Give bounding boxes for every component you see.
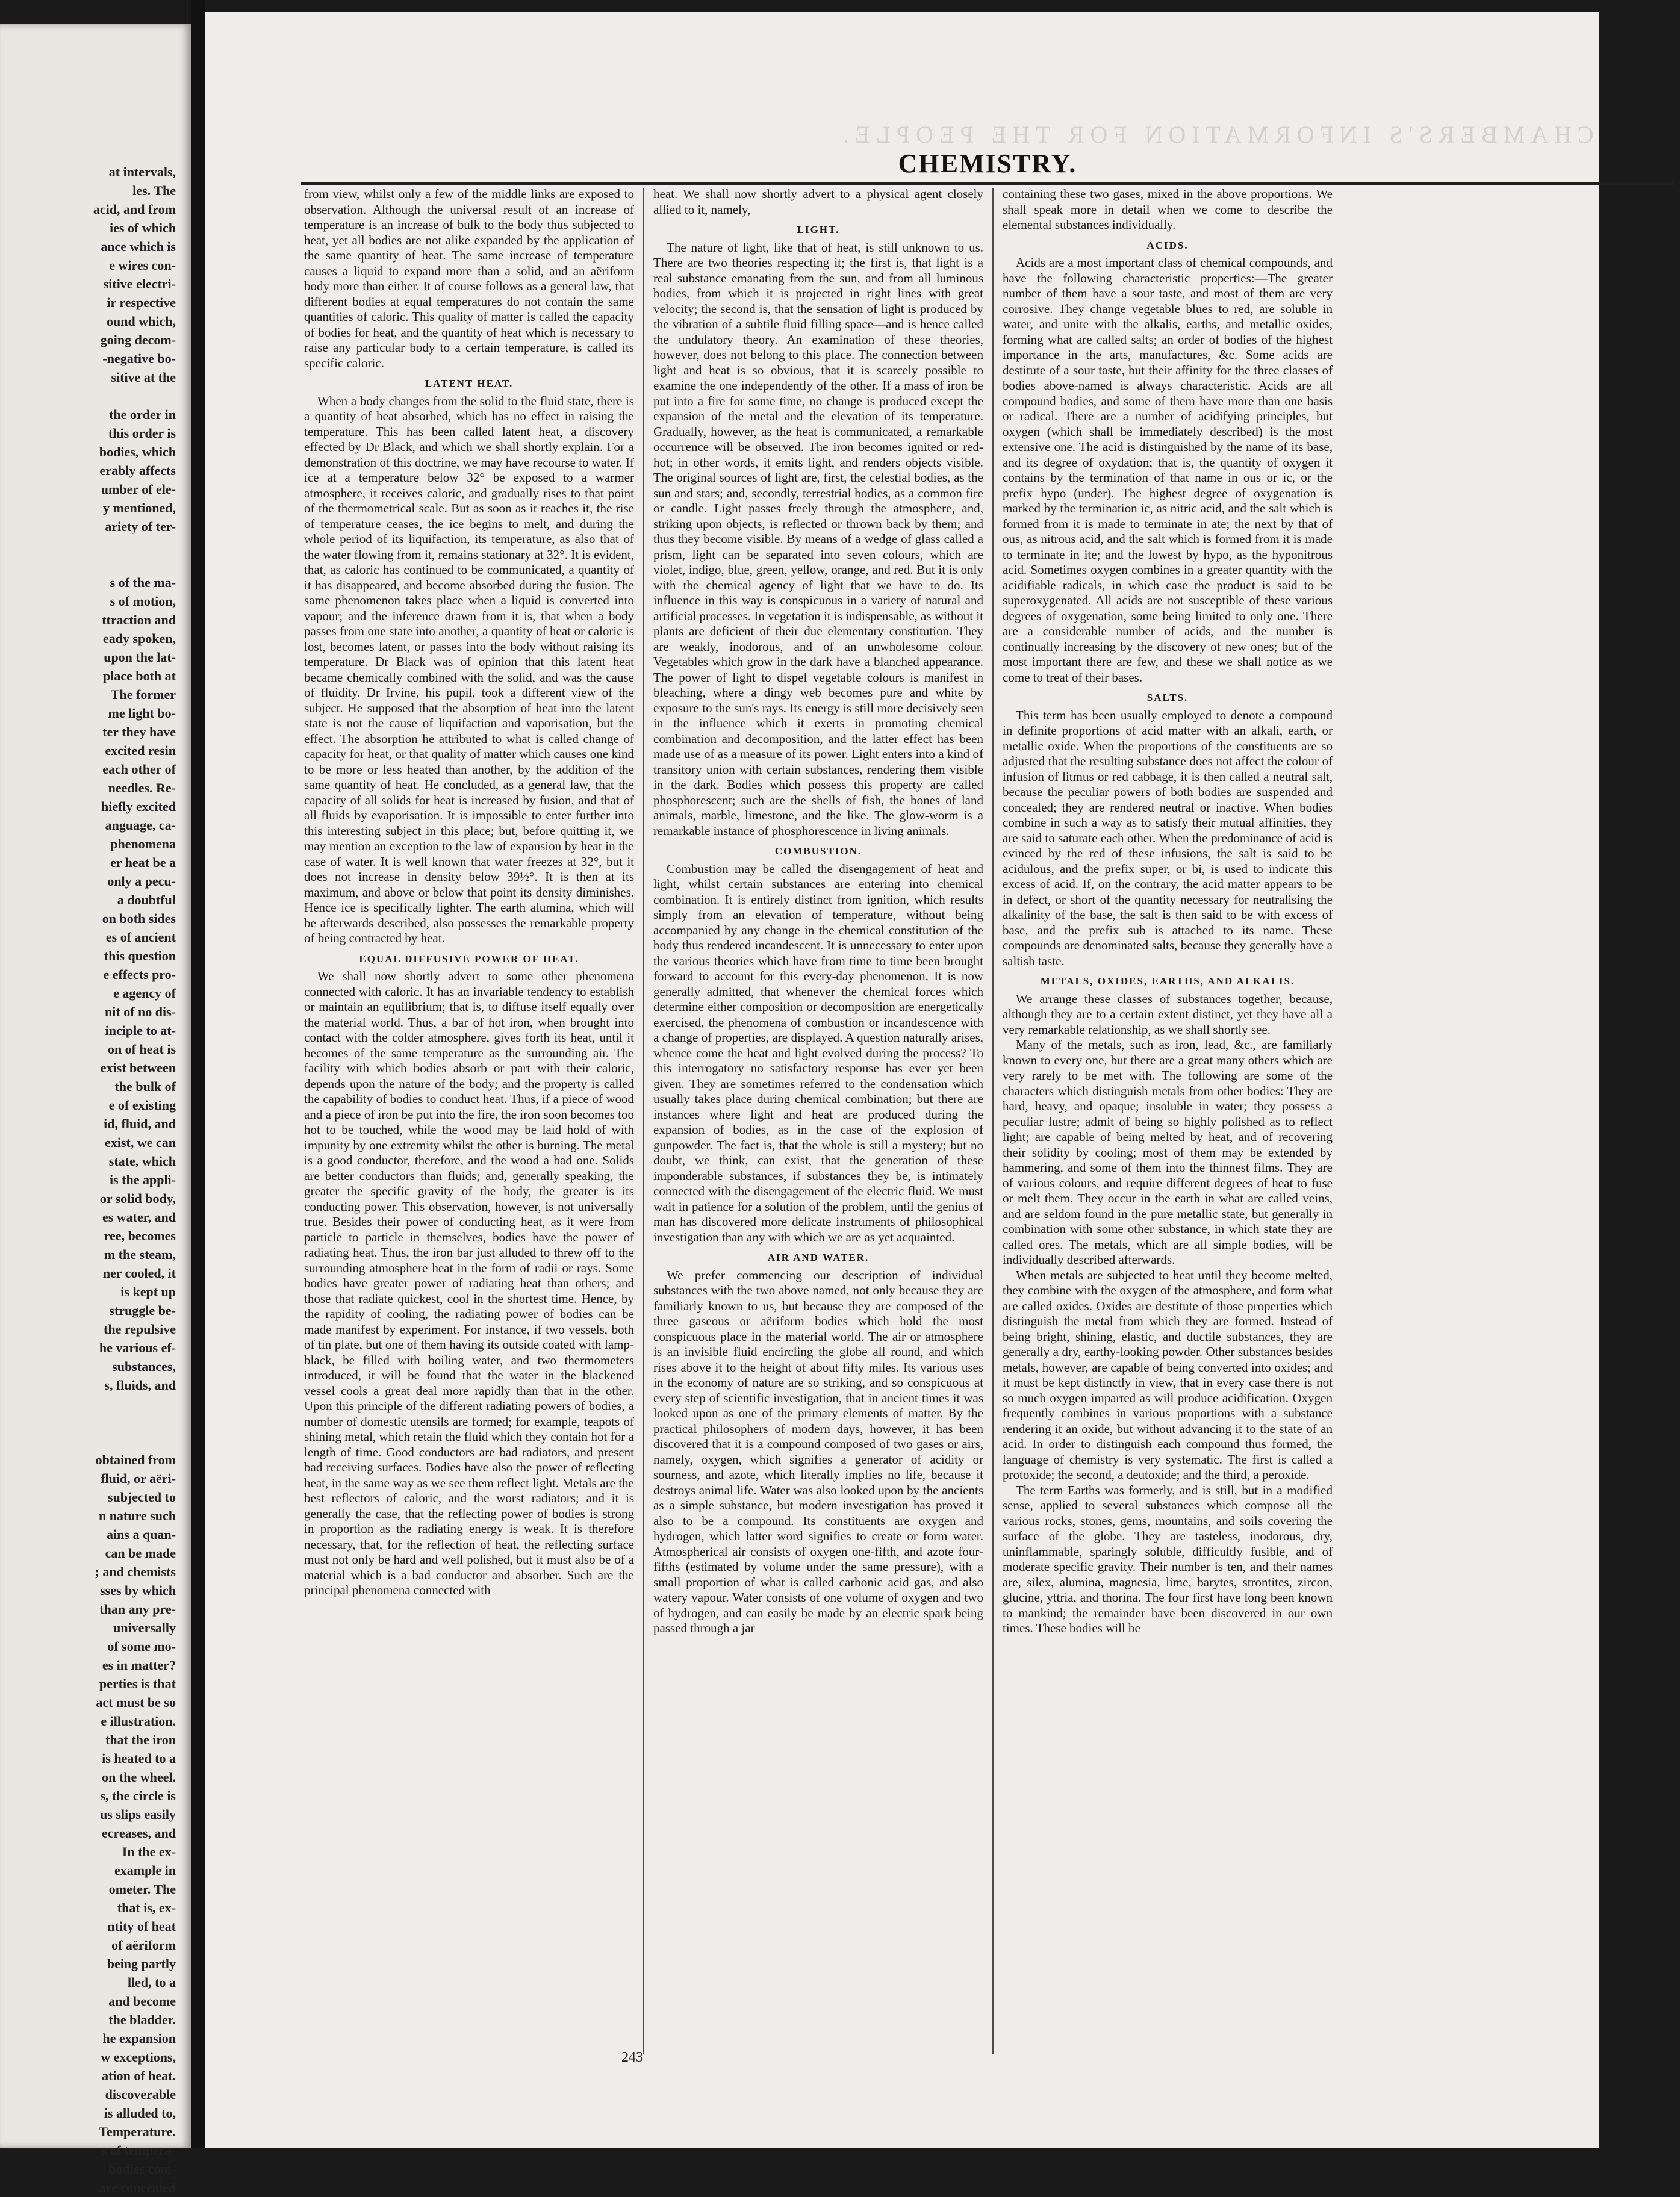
facing-page-line: act must be so: [96, 1695, 176, 1710]
facing-page-line: phenomena: [110, 836, 176, 851]
facing-page-line: ; and chemists: [95, 1564, 176, 1579]
page-title: CHEMISTRY.: [898, 149, 1077, 178]
paragraph: Combustion may be called the disengagement of heat and light, whilst certain substances are entering into chemical combination. It is entirely distinct from ignition, which results simply from an elevation of temperature, without being accompanied by any change in the chemical constitution of the body thus rendered incandescent. It is unnecessary to enter upon the various theories which have from time to time been brought forward to account for this every-day phenomenon. It is now generally admitted, that whenever the chemical forces which determine either composition or decomposition are energetically exercised, the phenomena of combustion or incandescence with a change of properties, are displayed. A question naturally arises, whence come the heat and light evolved during the process? To this interrogatory no satisfactory response has ever yet been given. They are sometimes referred to the condensation which usually takes place during chemical combination; but there are instances where light and heat are produced during the expansion of bodies, as in the case of the explosion of gunpowder. The fact is, that the whole is still a mystery; but no doubt, we think, can exist, that the generation of these imponderable substances, if substances they be, is intimately connected with the disengagement of the electric fluid. We must wait in patience for a solution of the problem, until the genius of man has discovered more delicate instruments of philosophical investigation than any with which we are as yet acquainted.: [653, 861, 983, 1245]
facing-page-line: is alluded to,: [104, 2105, 176, 2121]
facing-page-line: ner cooled, it: [102, 1266, 176, 1281]
text-column-1: [304, 187, 634, 2059]
facing-page-line: ree, becomes: [104, 1228, 176, 1243]
facing-page-line: substances,: [112, 1359, 176, 1374]
paragraph: Acids are a most important class of chemical compounds, and have the following characteristic properties:—The greater number of them have a sour taste, and most of them are very corrosive. They change vegetable blues to red, are soluble in water, and unite with the alkalis, earths, and metallic oxides, forming what are called salts; an order of bodies of the highest importance in the arts, manufactures, &c. Some acids are destitute of a sour taste, but their affinity for the three classes of bodies above-named is always characteristic. Acids are all compound bodies, and some of them have more than one basis or radical. There are a number of acidifying principles, but oxygen (which shall be immediately described) is the most extensive one. The acid is distinguished by the name of its base, and its degree of oxydation; that is, the quantity of oxygen it contains by the termination of that name in ous or ic, or the prefix hypo (under). The highest degree of oxygenation is marked by the termination ic, as nitric acid, and the salt which is formed from it is made to terminate in ate; the next by that of ous, as nitrous acid, and the salt which is formed from it is made to terminate in ite; and the lowest by hypo, as the hyponitrous acid. Sometimes oxygen combines in a greater quantity with the acidifiable radicals, in which case the product is said to be superoxygenated. All acids are not susceptible of these various degrees of oxygenation, some being limited to only one. There are a considerable number of acids, and the number is continually increasing by the discovery of new ones; but of the most important there are few, and these we shall notice as we come to treat of their bases.: [1003, 255, 1333, 685]
facing-page-line: each other of: [102, 762, 176, 777]
facing-page-line: sitive at the: [111, 370, 176, 385]
facing-page-line: erably affects: [99, 463, 176, 478]
column-rule: [643, 188, 644, 2054]
facing-page-line: es of ancient: [105, 930, 176, 945]
facing-page-line: perties is that: [99, 1676, 176, 1691]
facing-page-line: he expansion: [102, 2031, 176, 2046]
facing-page-line: the bladder.: [108, 2012, 176, 2027]
facing-page-line: subjected to: [107, 1490, 176, 1505]
facing-page-line: struggle be-: [109, 1303, 176, 1318]
facing-page-line: ies of which: [110, 220, 176, 235]
facing-page-line: discoverable: [105, 2087, 176, 2102]
facing-page-line: Temperature.: [99, 2124, 176, 2139]
facing-page-line: the order in: [109, 407, 176, 422]
facing-page-line: exist, we can: [105, 1135, 176, 1150]
facing-page-line: w exceptions,: [101, 2049, 176, 2065]
facing-page-line: of some mo-: [107, 1639, 176, 1654]
facing-page-line: bodies, which: [99, 444, 176, 459]
facing-page-line: that the iron: [105, 1732, 176, 1747]
paragraph: We arrange these classes of substances together, because, although they are to a certain extent distinct, yet they have all a very remarkable relationship, as we shall shortly see.: [1003, 991, 1333, 1037]
facing-page-line: lled, to a: [127, 1975, 176, 1990]
facing-page-line: e wires con-: [109, 258, 176, 273]
facing-page-line: inciple to at-: [105, 1023, 176, 1038]
paragraph: containing these two gases, mixed in the above proportions. We shall speak more in detail when we come to describe the elemental substances individually.: [1003, 187, 1333, 232]
facing-page-line: hiefly excited: [101, 799, 176, 814]
facing-page-line: es water, and: [102, 1210, 176, 1225]
facing-page-line: needles. Re-: [108, 780, 176, 795]
facing-page-line: ation of heat.: [102, 2068, 176, 2083]
facing-page-line: or solid body,: [99, 1191, 176, 1206]
paragraph: We prefer commencing our description of individual substances with the two above named, not only because they are familiarly known to us, but because they are composed of the three gaseous or aëriform bodies which hold the most conspicuous place in the material world. The air or atmosphere is an invisible fluid encircling the globe all round, and which rises above it to the height of about fifty miles. Its various uses in the economy of nature are so striking, and so conspicuous at every step of scientific investigation, that in ancient times it was looked upon as one of the primary elements of matter. By the practical philosophers of modern days, however, it has been discovered that it is a compound composed of two gases or airs, namely, oxygen, which signifies a generator of acidity or sourness, and azote, which literally implies no life, because it destroys animal life. Water was also looked upon by the ancients as a simple substance, but modern investigation has proved it also to be a compound. Its constituents are oxygen and hydrogen, which latter word signifies to create or form water. Atmospherical air consists of oxygen one-fifth, and azote four-fifths (estimated by volume under the same pressure), with a small proportion of what is called carbonic acid gas, and also watery vapour. Water consists of one volume of oxygen and two of hydrogen, and can easily be made by an electric spark being passed through a jar: [653, 1267, 983, 1635]
facing-page-line: the bulk of: [114, 1079, 176, 1094]
facing-page-line: of aëriform: [111, 1938, 176, 1953]
facing-page-line: is heated to a: [102, 1751, 176, 1766]
facing-page-line: being partly: [107, 1956, 176, 1971]
facing-page-line: n nature such: [99, 1508, 176, 1523]
show-through-text: CHAMBERS'S INFORMATION FOR THE PEOPLE.: [837, 121, 1594, 148]
facing-page-line: y mentioned,: [103, 500, 176, 515]
facing-page-line: e illustration.: [101, 1714, 176, 1729]
facing-page-line: exist between: [100, 1060, 176, 1075]
facing-page-line: [0, 536, 181, 555]
paragraph: The nature of light, like that of heat, is still unknown to us. There are two theories respecting it; the first is, that light is a real substance emanating from the sun, and from all luminous bodies, from which it is projected in right lines with great velocity; the second is, that the sensation of light is produced by the vibration of a subtile fluid filling space—and is hence called the undulatory theory. An examination of these theories, however, does not belong to this place. The connection between light and heat is so obvious, that it is scarcely possible to examine the one independently of the other. If a mass of iron be put into a fire for some time, no change is produced except the expansion of the metal and the elevation of its temperature. Gradually, however, as the heat is communicated, a remarkable occurrence will be observed. The iron becomes ignited or red-hot; in other words, it emits light, and renders objects visible. The original sources of light are, first, the celestial bodies, as the sun and stars; and, secondly, terrestrial bodies, as a common fire or candle. Light passes freely through the atmosphere, and, striking upon objects, is reflected or thrown back by them; and thus they become visible. By means of a wedge of glass called a prism, light can be separated into seven colours, which are violet, indigo, blue, green, yellow, orange, and red. But it is only with the chemical agency of light that we have to do. Its influence in this way is conspicuous in a variety of natural and artificial processes. In vegetation it is indispensable, as without it plants are deficient of their due elementary constitution. They are weakly, inodorous, and of an unwholesome colour. Vegetables which grow in the dark have a blanched appearance. The power of light to dispel vegetable colours is manifest in bleaching, where a dingy web becomes pure and white by exposure to the sun's rays. Its energy is still more decisively seen in the influence which it exerts in promoting chemical combination and decomposition, and the latter effect has been made use of as a measure of its power. Light enters into a kind of transitory union with certain substances, rendering them visible in the dark. Bodies which possess this property are called phosphorescent; such are the shells of fish, the bones of land animals, marble, limestone, and the like. The glow-worm is a remarkable instance of phosphorescence in living animals.: [653, 240, 983, 838]
facing-page-line: ains a quan-: [107, 1527, 176, 1542]
facing-page-line: that is, ex-: [117, 1900, 176, 1915]
paragraph: The term Earths was formerly, and is still, but in a modified sense, applied to several substances which compose all the various rocks, stones, gems, mountains, and soils covering the surface of the globe. They are tasteless, inodorous, dry, uninflammable, sparingly soluble, difficultly fusible, and of moderate specific gravity. Their number is ten, and their names are, silex, alumina, magnesia, lime, barytes, strontites, zircon, glucine, yttria, and thorina. The four first have long been known to mankind; the remainder have been discovered in our own times. These bodies will be: [1003, 1482, 1333, 1635]
section-heading: AIR AND WATER.: [767, 1252, 870, 1263]
facing-page-line: is kept up: [120, 1284, 176, 1299]
facing-page-line: excited resin: [105, 743, 176, 758]
facing-page-line: e of existing: [108, 1098, 176, 1113]
facing-page-line: ntity of heat: [107, 1919, 176, 1934]
paragraph: This term has been usually employed to denote a compound in definite proportions of acid matter with an alkali, earth, or metallic oxide. When the proportions of the constituents are so adjusted that the resulting substance does not affect the colour of infusion of litmus or red cabbage, it is then called a neutral salt, because the peculiar powers of both bodies are suspended and concealed; they are rendered neutral or inactive. When bodies combine in such a way as to satisfy their mutual affinities, they are said to saturate each other. When the predominance of acid is evinced by the red of these infusions, the salt is said to be acidulous, and the prefix super, or bi, is used to indicate this excess of acid. If, on the contrary, the acid matter appears to be in defect, or short of the quantity necessary for neutralising the alkalinity of the base, the salt is then said to be with excess of base, and the prefix sub is attached to its name. These compounds are denominated salts, because they generally have a saltish taste.: [1003, 707, 1333, 968]
facing-page-line: In the ex-: [122, 1844, 176, 1859]
section-heading: LATENT HEAT.: [425, 378, 514, 389]
facing-page-line: upon the lat-: [104, 650, 176, 665]
facing-page-line: me light bo-: [108, 706, 176, 721]
facing-page-line: ariety of ter-: [105, 519, 176, 534]
facing-page-line: ecreases, and: [101, 1826, 176, 1841]
facing-page-line: fluid, or aëri-: [101, 1471, 176, 1486]
facing-page-line: [0, 387, 181, 405]
facing-page-line: going decom-: [100, 332, 176, 347]
facing-page-line: a doubtful: [117, 892, 176, 907]
facing-page-line: ter they have: [102, 724, 176, 739]
facing-page-fragment: [0, 24, 191, 2195]
facing-page-line: state, which: [108, 1154, 176, 1169]
facing-page-line: and become: [108, 1993, 176, 2009]
facing-page-line: s of motion,: [110, 594, 176, 609]
facing-page-line: sses by which: [100, 1583, 176, 1598]
facing-page-line: id, fluid, and: [104, 1116, 176, 1131]
facing-page-line: ttraction and: [102, 612, 176, 627]
page-number: 243: [621, 2049, 643, 2065]
facing-page-line: bodies com-: [108, 2161, 176, 2177]
facing-page-line: universally: [113, 1620, 176, 1635]
text-column-2: [653, 187, 983, 2059]
facing-page-line: s of the ma-: [110, 575, 176, 590]
facing-page-line: The former: [110, 687, 176, 702]
paragraph: When a body changes from the solid to the fluid state, there is a quantity of heat absorbed, which has no effect in raising the temperature. This has been called latent heat, a discovery effected by Dr Black, and which we shall shortly explain. For a demonstration of this doctrine, we may have recourse to water. If ice at a temperature below 32° be exposed to a warmer atmosphere, it receives caloric, and gradually rises to that point of the thermometrical scale. But as soon as it reaches it, the rise of temperature ceases, the ice begins to melt, and during the whole period of its liquifaction, its temperature, as also that of the water flowing from it, remains stationary at 32°. It is evident, that, as caloric has continued to be communicated, a quantity of it has disappeared, and become absorbed during the fusion. The same phenomenon takes place when a liquid is converted into vapour; and the inference drawn from it is, that when a body passes from one state into another, a quantity of heat or caloric is lost, becomes latent, or passes into the body without raising its temperature. Dr Black was of opinion that this latent heat became chemically combined with the solid, and was the cause of fluidity. Dr Irvine, his pupil, took a different view of the subject. He supposed that the absorption of heat into the latent state is not the cause of liquifaction and vaporisation, but the effect. The absorption he attributed to what is called change of capacity for heat, or that quality of matter which causes one kind to be more or less heated than another, by the addition of the same quantity of heat. He concluded, as a general law, that the capacity of all solids for heat is increased by fusion, and that of all fluids by evaporisation. It is impossible to enter further into this interesting subject in this place; but, before quitting it, we may mention an exception to the law of expansion by heat in the case of water. It is well known that water freezes at 32°, but it does not increase in density below 39½°. It is then at its maximum, and above or below that point its density diminishes. Hence ice is specifically lighter. The earth alumina, which will be afterwards described, also possesses the remarkable property of being contracted by heat.: [304, 393, 634, 945]
facing-page-line: he various ef-: [99, 1340, 176, 1355]
facing-page-line: ound which,: [107, 314, 176, 329]
facing-page-line: this question: [104, 948, 176, 963]
section-heading: METALS, OXIDES, EARTHS, AND ALKALIS.: [1040, 975, 1295, 987]
running-head: [301, 149, 1674, 185]
facing-page-line: [0, 1394, 181, 1413]
facing-page-line: obtained from: [95, 1452, 176, 1467]
facing-page-line: les. The: [132, 183, 176, 198]
paragraph: Many of the metals, such as iron, lead, &c., are familiarly known to every one, but there are a great many others which are very rarely to be met with. The following are some of the characters which distinguish metals from other bodies: They are hard, heavy, and opaque; insoluble in water; they possess a peculiar lustre; admit of being so highly polished as to reflect light; are capable of being melted by heat, and of recovering their solidity by cooling; most of them may be extended by hammering, and some of them into the thinnest films. They are of various colours, and require different degrees of heat to fuse or melt them. They occur in the earth in what are called veins, and are seldom found in the pure metallic state, but generally in combination with some other substance, in which state they are called ores. The metals, which are all simple bodies, will be individually described afterwards.: [1003, 1037, 1333, 1267]
facing-page-line: e effects pro-: [103, 967, 176, 982]
column-rule: [992, 188, 994, 2054]
facing-page-line: example in: [114, 1863, 176, 1878]
book-gutter: [191, 0, 205, 2148]
facing-page-line: ance which is: [101, 239, 176, 254]
facing-page-line: m the steam,: [104, 1247, 176, 1262]
facing-page-line: on both sides: [102, 911, 176, 926]
facing-page-line: [0, 1413, 181, 1432]
facing-page-line: nit of no dis-: [105, 1004, 176, 1019]
text-column-3: [1003, 187, 1333, 2059]
facing-page-line: s of tempera-: [101, 2143, 176, 2158]
facing-page-line: [0, 1432, 181, 1450]
facing-page-line: s, fluids, and: [104, 1378, 176, 1393]
section-heading: SALTS.: [1146, 692, 1189, 703]
section-heading: LIGHT.: [797, 224, 840, 235]
paragraph: heat. We shall now shortly advert to a physical agent closely allied to it, namely,: [653, 187, 983, 217]
facing-page-line: ir respective: [107, 295, 176, 310]
facing-page-line: at intervals,: [108, 164, 176, 179]
facing-page-line: us slips easily: [100, 1807, 176, 1822]
facing-page-text: [0, 163, 181, 2197]
facing-page-line: on of heat is: [107, 1042, 176, 1057]
paragraph: We shall now shortly advert to some other phenomena connected with caloric. It has an invariable tendency to establish or maintain an equilibrium; that is, to diffuse itself equally over the material world. Thus, a bar of hot iron, when brought into contact with the colder atmosphere, gives forth its heat, until it becomes of the same temperature as the surrounding air. The facility with which bodies absorb or part with their caloric, depends upon the nature of the body; and the property is called the capability of bodies to conduct heat. Thus, if a piece of wood and a piece of iron be put into the fire, the iron soon becomes too hot to be touched, while the wood may be laid hold of with impunity by one extremity whilst the other is burning. The metal is a good conductor, therefore, and the wood a bad one. Solids are better conductors than fluids; and, generally speaking, the greater the specific gravity of the body, the greater is its conducting power. This observation, however, is not universally true. Besides their power of conducting heat, as it were from particle to particle in themselves, bodies have the power of radiating heat. Thus, the iron bar just alluded to threw off to the surrounding atmosphere heat in the form of radii or rays. Some bodies have greater power of radiating heat than others; and those that radiate quickest, cool in the shortest time. Hence, by the rapidity of cooling, the radiating power of bodies can be made manifest by experiment. For instance, if two vessels, both of tin plate, but one of them having its outside coated with lamp-black, be filled with boiling water, and two thermometers introduced, it will be found that the water in the blackened vessel cools a great deal more rapidly than that in the other. Upon this principle of the different radiating powers of bodies, a number of domestic utensils are formed; for example, teapots of shining metal, which retain the fluid which they contain hot for a length of time. Good conductors are bad radiators, and present bad receiving surfaces. Bodies have also the power of reflecting heat, in the same way as we see them reflect light. Metals are the best reflectors of caloric, and the worst radiators; and it is generally the case, that the reflecting power of bodies is strong in proportion as the radiating energy is weak. It is therefore necessary, that, for the reflection of heat, the reflecting surface must not only be hard and well polished, but it must also be of a material which is a bad conductor and absorber. Such are the principal phenomena connected with: [304, 969, 634, 1597]
facing-page-line: -negative bo-: [102, 351, 176, 366]
facing-page-line: eady spoken,: [102, 631, 176, 646]
facing-page-line: umber of ele-: [101, 482, 176, 497]
facing-page-line: er heat be a: [110, 855, 176, 870]
facing-page-line: place both at: [103, 668, 176, 683]
page: [205, 12, 1599, 2148]
facing-page-line: s, the circle is: [100, 1788, 176, 1803]
paragraph: from view, whilst only a few of the middle links are exposed to observation. Although the universal result of an increase of temperature is an increase of bulk to the body thus subjected to heat, yet all bodies are not alike expanded by the application of the same quantity of heat. The same increase of temperature causes a liquid to expand more than a solid, and an aëriform body more than either. It of course follows as a general law, that different bodies at equal temperatures do not contain the same quantities of caloric. This quality of matter is called the capacity of bodies for heat, and the quantity of heat which is necessary to raise any particular body to a certain temperature, is called its specific caloric.: [304, 187, 634, 370]
section-heading: COMBUSTION.: [774, 845, 862, 857]
section-heading: EQUAL DIFFUSIVE POWER OF HEAT.: [359, 952, 579, 965]
facing-page-line: on the wheel.: [102, 1770, 176, 1785]
facing-page-line: sitive electri-: [103, 276, 176, 291]
facing-page-line: than any pre-: [99, 1602, 176, 1617]
paragraph: When metals are subjected to heat until they become melted, they combine with the oxygen of the atmosphere, and form what are called oxides. Oxides are destitute of those properties which distinguish the metal from which they are formed. Instead of being bright, shining, elastic, and ductile substances, they are generally a dry, earthy-looking powder. Other substances besides metals, however, are capable of being converted into oxides; and it must be kept distinctly in view, that in every case there is not so much oxygen imparted as will produce acidification. Oxygen frequently combines in various proportions with a substance rendering it an oxide, but without advancing it to the state of an acid. In order to distinguish each compound thus formed, the language of chemistry is very systematic. The first is called a protoxide; the second, a deutoxide; and the third, a peroxide.: [1003, 1267, 1333, 1482]
facing-page-line: acid, and from: [93, 202, 176, 217]
section-heading: ACIDS.: [1146, 239, 1189, 251]
facing-page-line: only a pecu-: [107, 874, 176, 889]
facing-page-line: [0, 555, 181, 573]
facing-page-line: is the appli-: [109, 1172, 176, 1187]
facing-page-line: can be made: [105, 1546, 176, 1561]
facing-page-line: anguage, ca-: [105, 818, 176, 833]
facing-page-line: ometer. The: [108, 1882, 176, 1897]
facing-page-line: es in matter?: [102, 1658, 176, 1673]
facing-page-line: this order is: [108, 426, 176, 441]
facing-page-line: the repulsive: [104, 1322, 176, 1337]
facing-page-line: are concealed: [99, 2180, 176, 2195]
facing-page-line: e agency of: [113, 986, 176, 1001]
